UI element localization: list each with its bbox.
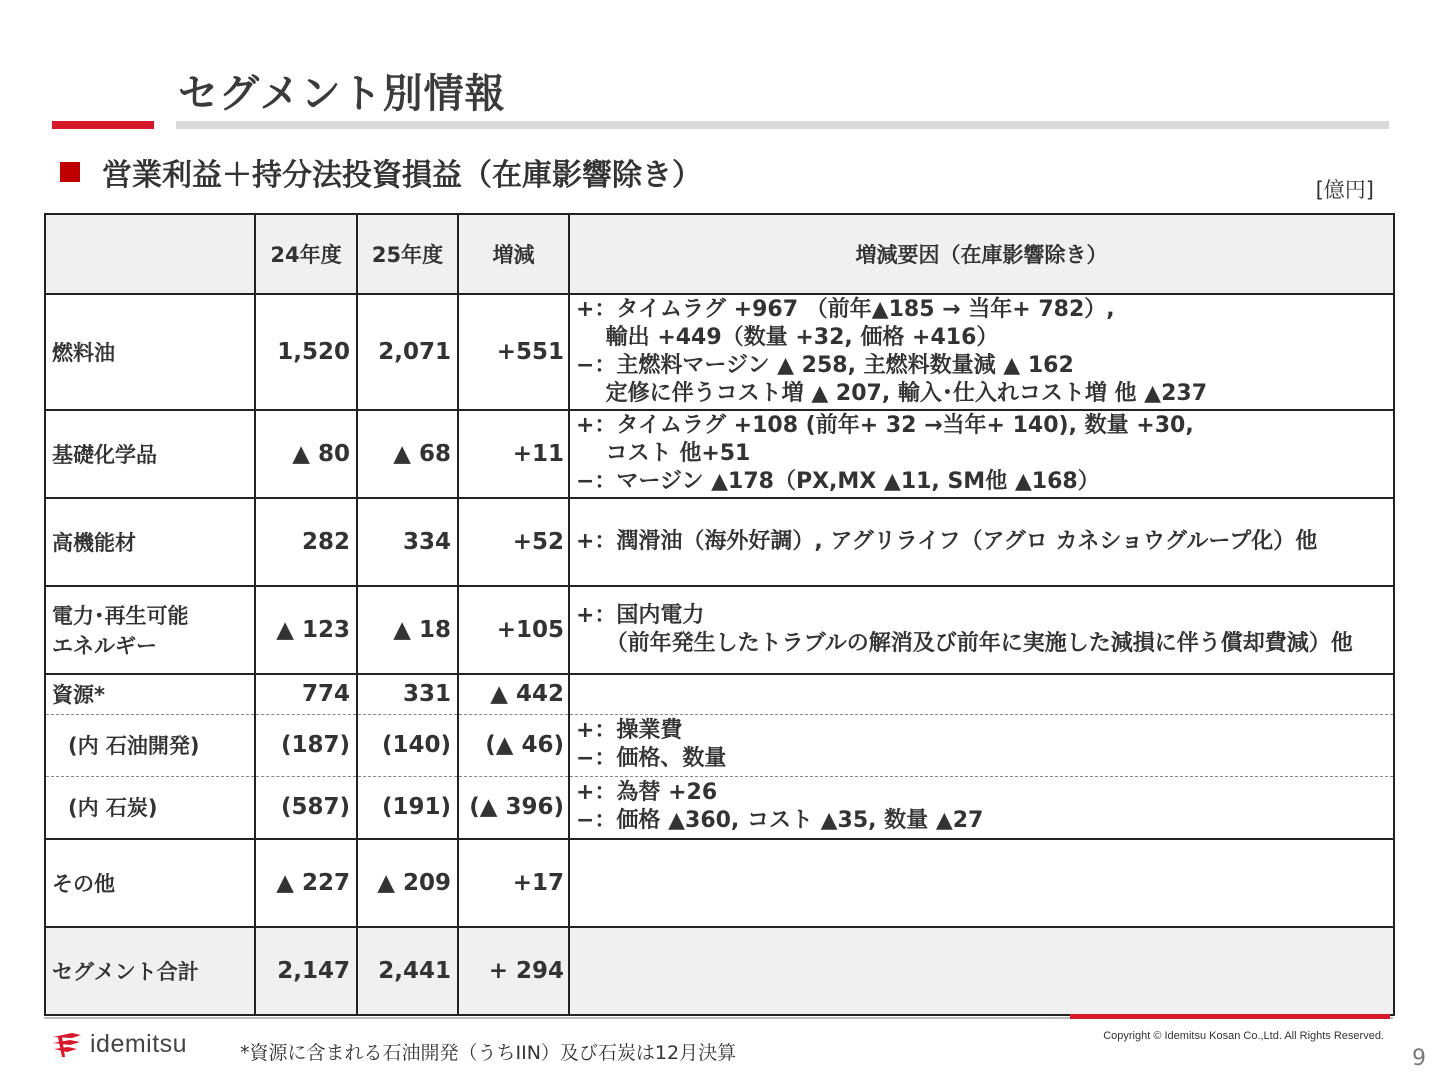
factor-cell [569, 674, 1394, 714]
fy25-value: (191) [357, 776, 458, 839]
table-row [45, 294, 1394, 410]
page-title: セグメント別情報 [178, 71, 506, 117]
fy25-value: ▲ 68 [357, 410, 458, 498]
fy24-value: ▲ 123 [255, 586, 357, 674]
table-row [45, 776, 1394, 839]
square-bullet-icon [60, 162, 80, 182]
fy25-value: 2,441 [357, 927, 458, 1015]
fy25-value: ▲ 209 [357, 839, 458, 927]
diff-value: ▲ 442 [458, 674, 569, 714]
factor-line: +：為替 +26 [576, 780, 718, 806]
logo-text: idemitsu [90, 1030, 188, 1058]
diff-value: + 294 [458, 927, 569, 1015]
header-factors: 増減要因（在庫影響除き） [569, 214, 1394, 294]
segment-name-line: 電力･再生可能 [52, 604, 189, 628]
factor-cell [569, 927, 1394, 1015]
header-diff: 増減 [458, 214, 569, 294]
fy25-value: 334 [357, 498, 458, 586]
table-row [45, 674, 1394, 714]
fy25-value: 331 [357, 674, 458, 714]
factor-cell [569, 714, 1394, 776]
diff-value: +17 [458, 839, 569, 927]
factor-cell [569, 776, 1394, 839]
fy25-value: (140) [357, 714, 458, 776]
segment-name: 高機能材 [45, 498, 255, 586]
segment-name [45, 586, 255, 674]
factor-line: 輸出 +449（数量 +32, 価格 +416） [576, 325, 999, 350]
factor-line: +：潤滑油（海外好調）, アグリライフ（アグロ カネショウグループ化）他 [576, 529, 1318, 554]
section-heading [60, 150, 702, 194]
fy24-value: 2,147 [255, 927, 357, 1015]
header-segment [45, 214, 255, 294]
fy24-value: ▲ 80 [255, 410, 357, 498]
fy24-value: 774 [255, 674, 357, 714]
factor-line: コスト 他+51 [576, 441, 751, 466]
diff-value: (▲ 396) [458, 776, 569, 839]
segment-name: 基礎化学品 [45, 410, 255, 498]
footnote: *資源に含まれる石油開発（うちIIN）及び石炭は12月決算 [240, 1042, 737, 1064]
factor-line: +：タイムラグ +108 (前年+ 32 →当年+ 140), 数量 +30, [576, 413, 1194, 438]
diff-value: +52 [458, 498, 569, 586]
segment-name-line: エネルギー [52, 634, 157, 658]
section-heading-text: 営業利益＋持分法投資損益（在庫影響除き） [102, 158, 702, 193]
factor-line: +：操業費 [576, 718, 683, 743]
fy24-value: 1,520 [255, 294, 357, 410]
factor-cell [569, 498, 1394, 586]
table-header-row [45, 214, 1394, 294]
table-row [45, 586, 1394, 674]
factor-cell [569, 294, 1394, 410]
segment-name: その他 [45, 839, 255, 927]
idemitsu-logo-icon [50, 1031, 84, 1059]
factor-line: （前年発生したトラブルの解消及び前年に実施した減損に伴う償却費減）他 [576, 631, 1353, 656]
table-row [45, 714, 1394, 776]
table-row [45, 839, 1394, 927]
factor-cell [569, 586, 1394, 674]
copyright: Copyright © Idemitsu Kosan Co.,Ltd. All Rights Reserved. [1103, 1030, 1384, 1042]
company-logo [50, 1030, 187, 1059]
diff-value: (▲ 46) [458, 714, 569, 776]
page-number: 9 [1412, 1046, 1426, 1071]
fy24-value: (187) [255, 714, 357, 776]
factor-line: −：価格 ▲360, コスト ▲35, 数量 ▲27 [576, 808, 984, 834]
factor-line: −：マージン ▲178（PX,MX ▲11, SM他 ▲168） [576, 469, 1100, 494]
segment-name: (内 石炭) [45, 776, 255, 839]
header-fy25: 25年度 [357, 214, 458, 294]
factor-line: −：価格、数量 [576, 746, 727, 771]
segment-name: 燃料油 [45, 294, 255, 410]
segment-table [44, 213, 1395, 1016]
factor-line: 定修に伴うコスト増 ▲ 207, 輸入･仕入れコスト増 他 ▲237 [576, 381, 1207, 406]
fy24-value: 282 [255, 498, 357, 586]
title-divider [176, 121, 1389, 129]
diff-value: +11 [458, 410, 569, 498]
header-fy24: 24年度 [255, 214, 357, 294]
segment-name: (内 石油開発) [45, 714, 255, 776]
factor-cell [569, 410, 1394, 498]
total-row [45, 927, 1394, 1015]
factor-line: +：タイムラグ +967 （前年▲185 → 当年+ 782）, [576, 297, 1115, 322]
segment-name: 資源* [45, 674, 255, 714]
factor-line: +：国内電力 [576, 603, 705, 628]
fy25-value: 2,071 [357, 294, 458, 410]
diff-value: +551 [458, 294, 569, 410]
fy25-value: ▲ 18 [357, 586, 458, 674]
table-row [45, 410, 1394, 498]
segment-name: セグメント合計 [45, 927, 255, 1015]
factor-line: −：主燃料マージン ▲ 258, 主燃料数量減 ▲ 162 [576, 353, 1074, 378]
footer-accent-bar [1070, 1014, 1390, 1019]
fy24-value: ▲ 227 [255, 839, 357, 927]
table-row [45, 498, 1394, 586]
title-accent-bar [52, 121, 154, 129]
diff-value: +105 [458, 586, 569, 674]
fy24-value: (587) [255, 776, 357, 839]
factor-cell [569, 839, 1394, 927]
unit-label: [億円] [1315, 178, 1374, 202]
